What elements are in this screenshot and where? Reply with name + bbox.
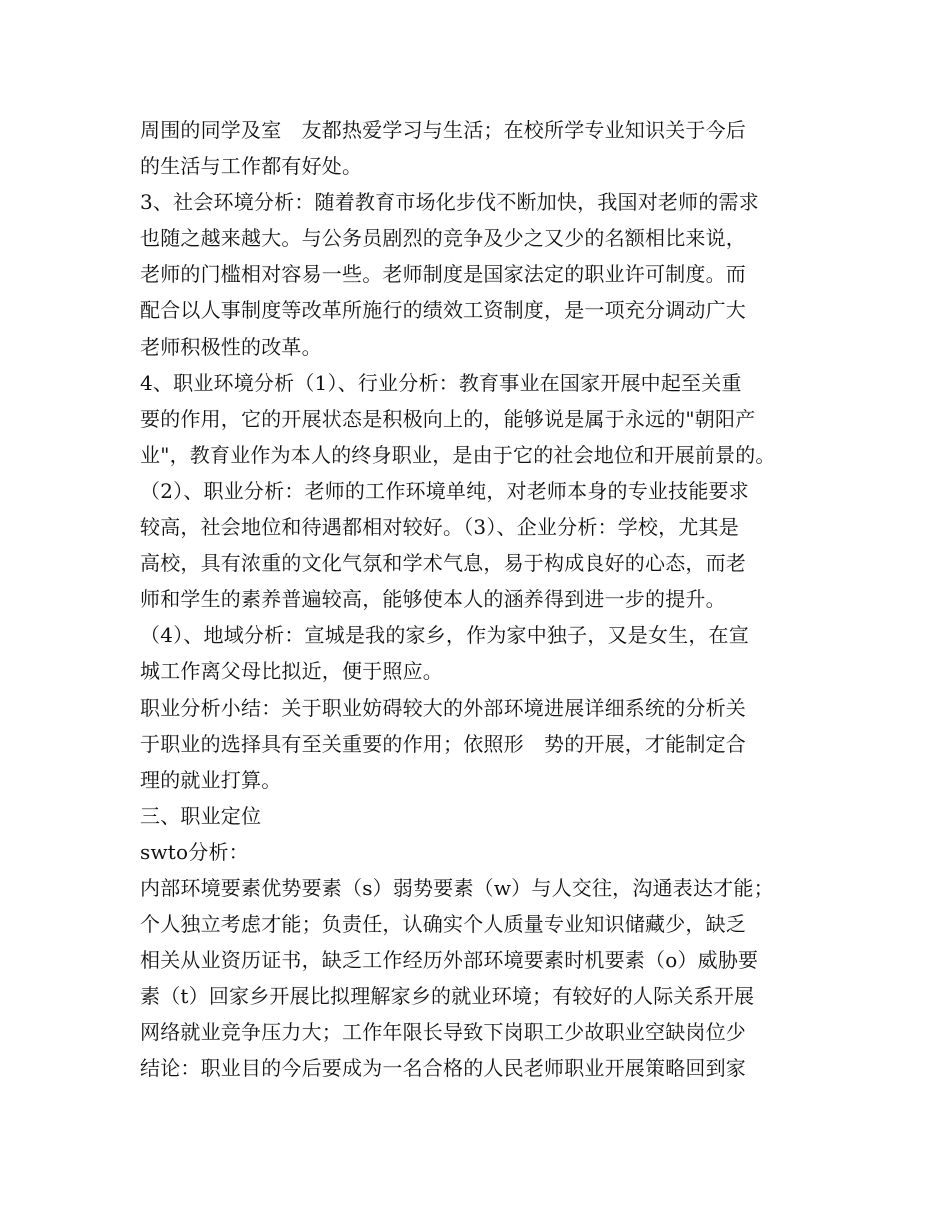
text-line: 职业分析小结：关于职业妨碍较大的外部环境进展详细系统的分析关	[140, 695, 746, 720]
text-line: 配合以人事制度等改革所施行的绩效工资制度，是一项充分调动广大	[140, 298, 746, 323]
text-line: 于职业的选择具有至关重要的作用；依照形 势的开展，才能制定合	[140, 731, 746, 756]
text-line: 高校，具有浓重的文化气氛和学术气息，易于构成良好的心态，而老	[140, 551, 746, 576]
text-line: 要的作用，它的开展状态是积极向上的，能够说是属于永远的"朝阳产	[140, 406, 756, 431]
text-line: 4、职业环境分析（1）、行业分析：教育事业在国家开展中起至关重	[140, 370, 742, 395]
text-line: 相关从业资历证书，缺乏工作经历外部环境要素时机要素（o）威胁要	[140, 948, 759, 973]
text-line: 师和学生的素养普遍较高，能够使本人的涵养得到进一步的提升。	[140, 587, 726, 612]
text-line: （4）、地域分析：宣城是我的家乡，作为家中独子，又是女生，在宣	[140, 623, 749, 648]
text-line: 结论：职业目的今后要成为一名合格的人民老师职业开展策略回到家	[140, 1056, 746, 1081]
text-line: 城工作离父母比拟近，便于照应。	[140, 659, 443, 684]
text-line: 老师积极性的改革。	[140, 334, 322, 359]
section-heading: 三、职业定位	[140, 803, 262, 828]
text-line: 理的就业打算。	[140, 767, 282, 792]
text-line: swto分析：	[140, 839, 249, 864]
text-line: 素（t）回家乡开展比拟理解家乡的就业环境；有较好的人际关系开展	[140, 984, 755, 1009]
text-line: 也随之越来越大。与公务员剧烈的竞争及少之又少的名额相比来说，	[140, 226, 746, 251]
text-line: 的生活与工作都有好处。	[140, 154, 363, 179]
text-line: 内部环境要素优势要素（s）弱势要素（w）与人交往，沟通表达才能；	[140, 875, 774, 900]
text-line: （2）、职业分析：老师的工作环境单纯，对老师本身的专业技能要求	[140, 478, 749, 503]
text-line: 个人独立考虑才能；负责任，认确实个人质量专业知识储藏少，缺乏	[140, 912, 746, 937]
text-line: 周围的同学及室 友都热爱学习与生活；在校所学专业知识关于今后	[140, 118, 746, 142]
text-line: 较高，社会地位和待遇都相对较好。（3）、企业分析：学校，尤其是	[140, 515, 739, 540]
text-line: 网络就业竞争压力大；工作年限长导致下岗职工少故职业空缺岗位少	[140, 1020, 746, 1045]
text-line: 老师的门槛相对容易一些。老师制度是国家法定的职业许可制度。而	[140, 262, 746, 287]
body-text	[140, 112, 830, 1087]
text-line: 业"，教育业作为本人的终身职业，是由于它的社会地位和开展前景的。	[140, 442, 776, 467]
text-line: 3、社会环境分析：随着教育市场化步伐不断加快，我国对老师的需求	[140, 190, 759, 215]
